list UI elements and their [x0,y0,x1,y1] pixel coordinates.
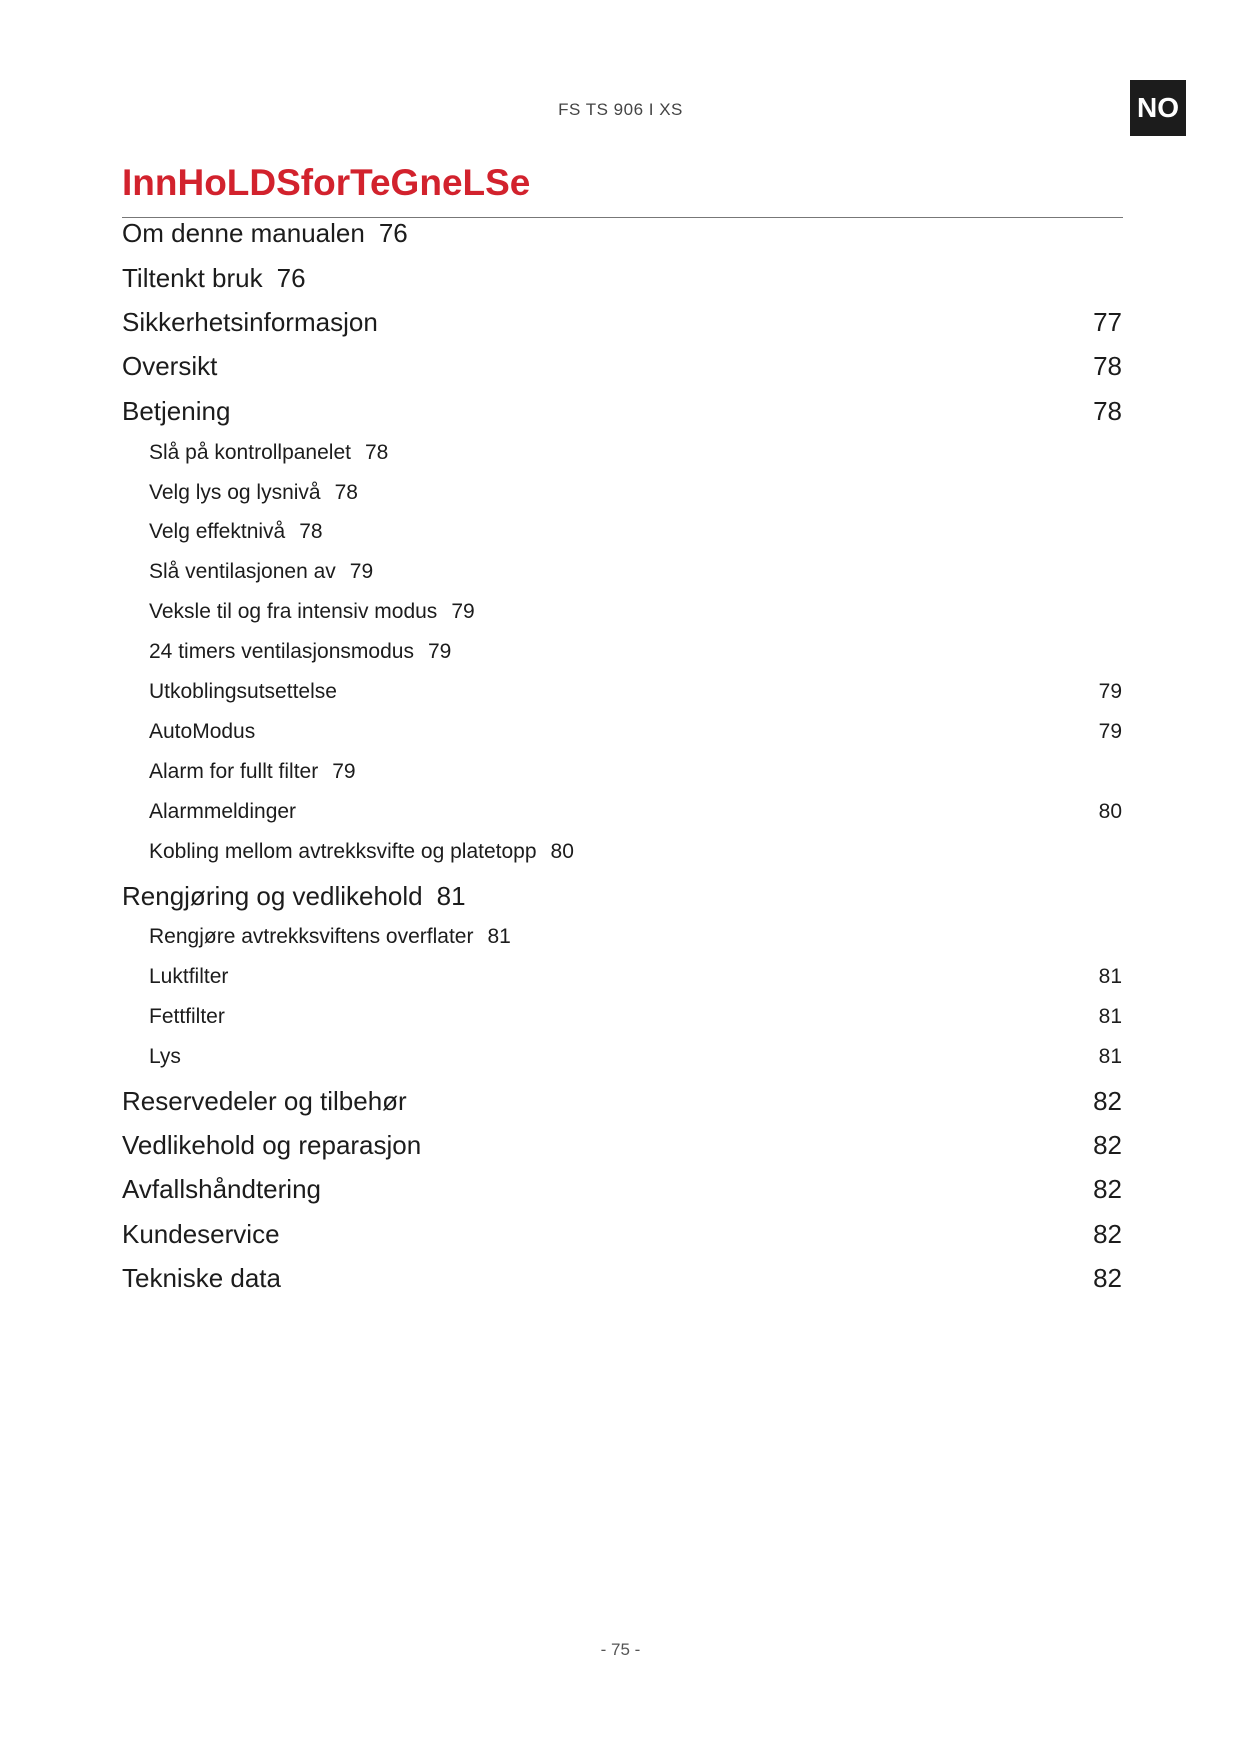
toc-entry-label: Slå på kontrollpanelet [149,441,351,464]
toc-entry[interactable] [122,876,1122,916]
toc-entry-page: 80 [1098,800,1122,823]
toc-entry[interactable] [149,957,1122,997]
toc-entry-label: Rengjøre avtrekksviftens overflater [149,925,474,948]
toc-entry-page: 79 [349,560,374,583]
toc-entry[interactable] [149,792,1122,832]
toc-entry[interactable] [122,1169,1122,1209]
page-title: InnHoLDSforTeGneLSe [122,162,531,203]
toc-entry-label: Velg lys og lysnivå [149,481,321,504]
toc-entry-page: 76 [378,217,408,248]
toc-entry-page: 81 [436,880,466,911]
toc-entry-page: 78 [1093,350,1122,381]
toc-entry-page: 81 [1098,965,1122,988]
toc-entry-page: 80 [550,840,574,863]
toc-entry[interactable] [122,213,1122,253]
document-header-model: FS TS 906 I XS [558,100,683,119]
toc-entry-page: 79 [332,760,356,783]
toc-entry-label: Kundeservice [122,1218,280,1249]
toc-entry-label: Tekniske data [122,1262,281,1293]
toc-entry[interactable] [149,712,1122,752]
toc-entry-page: 82 [1093,1129,1122,1160]
toc-entry-label: Tiltenkt bruk [122,262,263,293]
toc-entry-page: 82 [1093,1262,1122,1293]
toc-entry-label: Velg effektnivå [149,520,286,543]
toc-entry[interactable] [122,346,1122,386]
toc-entry-label: Slå ventilasjonen av [149,560,336,583]
toc-entry[interactable] [122,1214,1122,1254]
toc-entry[interactable] [149,917,1122,957]
toc-entry-label: Utkoblingsutsettelse [149,680,337,703]
language-badge: NO [1130,80,1186,136]
toc-entry[interactable] [122,391,1122,431]
toc-entry[interactable] [122,1125,1122,1165]
toc-entry[interactable] [149,752,1122,792]
toc-entry-page: 81 [1098,1045,1122,1068]
toc-entry[interactable] [149,832,1122,872]
toc-entry[interactable] [149,997,1122,1037]
toc-entry-page: 78 [1093,395,1122,426]
toc-entry-label: Lys [149,1045,181,1068]
toc-entry-label: Luktfilter [149,965,229,988]
toc-entry[interactable] [149,1037,1122,1077]
toc-entry-label: Vedlikehold og reparasjon [122,1129,422,1160]
toc-entry-page: 81 [487,925,511,948]
toc-entry-label: Om denne manualen [122,217,365,248]
toc-entry-label: Sikkerhetsinformasjon [122,306,378,337]
toc-entry-label: Oversikt [122,350,218,381]
toc-entry-page: 82 [1093,1085,1122,1116]
toc-entry-page: 79 [427,640,452,663]
toc-entry[interactable] [122,1258,1122,1298]
toc-entry-label: AutoModus [149,720,256,743]
toc-entry[interactable] [122,258,1122,298]
toc-entry-label: Alarm for fullt filter [149,760,319,783]
toc-entry-page: 82 [1093,1218,1122,1249]
toc-entry-page: 78 [334,481,358,504]
toc-entry[interactable] [149,433,1122,473]
toc-entry-label: 24 timers ventilasjonsmodus [149,640,414,663]
toc-entry-label: Alarmmeldinger [149,800,297,823]
toc-entry-page: 81 [1098,1005,1122,1028]
toc-entry-page: 79 [1098,720,1122,743]
toc-entry[interactable] [149,512,1122,552]
toc-entry-label: Betjening [122,395,231,426]
toc-entry[interactable] [149,473,1122,513]
toc-entry-label: Rengjøring og vedlikehold [122,880,423,911]
toc-entry-page: 79 [1098,680,1122,703]
toc-entry[interactable] [122,302,1122,342]
toc-entry[interactable] [149,552,1122,592]
toc-entry[interactable] [122,1081,1122,1121]
toc-entry-label: Avfallshåndtering [122,1173,321,1204]
page-number: - 75 - [600,1640,641,1659]
toc-entry-label: Kobling mellom avtrekksvifte og platetopp [149,840,537,863]
toc-entry[interactable] [149,592,1122,632]
toc-entry-label: Reservedeler og tilbehør [122,1085,407,1116]
toc-entry-page: 79 [451,600,475,623]
toc-entry-page: 78 [364,441,389,464]
toc-entry-label: Fettfilter [149,1005,225,1028]
toc-entry[interactable] [149,672,1122,712]
toc-entry-page: 78 [299,520,323,543]
toc-entry-page: 82 [1093,1173,1122,1204]
toc-entry-label: Veksle til og fra intensiv modus [149,600,438,623]
toc-entry-page: 77 [1093,306,1122,337]
toc-entry[interactable] [149,632,1122,672]
toc-entry-page: 76 [276,262,306,293]
